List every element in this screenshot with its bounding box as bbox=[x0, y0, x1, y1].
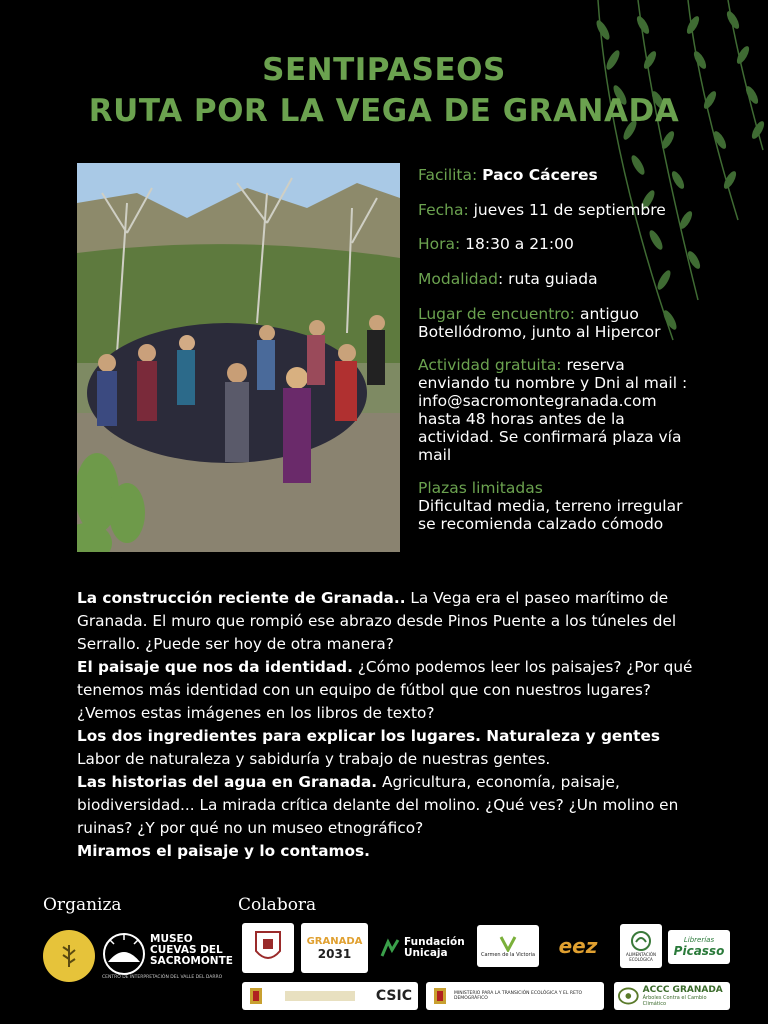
contact-email[interactable]: info@sacromontegranada.com bbox=[418, 392, 657, 410]
group-hike-photo bbox=[77, 163, 400, 552]
meeting-place-info: Lugar de encuentro: antiguo Botellódromo, junto al Hipercor bbox=[418, 305, 661, 341]
modality-info: Modalidad: ruta guiada bbox=[418, 270, 598, 288]
facilitator-info: Facilita: Paco Cáceres bbox=[418, 166, 598, 184]
description-block bbox=[77, 587, 702, 863]
paragraph-labor: Labor de naturaleza y sabiduría y trabajo de nuestras gentes. bbox=[77, 750, 551, 768]
limited-places-info: Plazas limitadas Dificultad media, terreno irregular se recomienda calzado cómodo bbox=[418, 479, 683, 533]
paragraph-paisaje: El paisaje que nos da identidad. ¿Cómo podemos leer los paisajes? ¿Por qué tenemos más identidad con un equipo de fútbol que con nuestros lugares? ¿Vemos estas imágenes en los libros de texto? bbox=[77, 658, 693, 722]
librerias-picasso-logo: Librerías Picasso bbox=[668, 930, 730, 964]
carmen-victoria-logo: Carmen de la Victoria bbox=[477, 925, 539, 967]
date-info: Fecha: jueves 11 de septiembre bbox=[418, 201, 666, 219]
accc-granada-logo: ACCC GRANADA Árboles Contra el Cambio Climático bbox=[614, 982, 730, 1010]
granada-coat-of-arms-logo bbox=[242, 923, 294, 973]
page-title: SENTIPASEOS bbox=[262, 52, 506, 88]
ministerio-logo: MINISTERIO PARA LA TRANSICIÓN ECOLÓGICA Y EL RETO DEMOGRÁFICO bbox=[426, 982, 604, 1010]
registration-info: Actividad gratuita: reserva enviando tu nombre y Dni al mail : info@sacromontegranada.com hasta 48 horas antes de la actividad. Se confirmará plaza vía mail bbox=[418, 356, 718, 464]
circular-seal-logo bbox=[43, 930, 95, 982]
page-subtitle: RUTA POR LA VEGA DE GRANADA bbox=[88, 93, 680, 129]
paragraph-miramos: Miramos el paisaje y lo contamos. bbox=[77, 842, 370, 860]
museo-logo: MUSEO CUEVAS DEL SACROMONTE CENTRO DE INTERPRETACIÓN DEL VALLE DEL DARRO bbox=[102, 933, 233, 980]
organiza-label: Organiza bbox=[43, 895, 122, 915]
paragraph-ingredientes: Los dos ingredientes para explicar los lugares. Naturaleza y gentes bbox=[77, 727, 660, 745]
colabora-label: Colabora bbox=[238, 895, 317, 915]
paragraph-construccion: La construcción reciente de Granada.. La Vega era el paseo marítimo de Granada. El muro que rompió ese abrazo desde Pinos Puente a los túneles del Serrallo. ¿Puede ser hoy de otra manera? bbox=[77, 589, 677, 653]
alimentacion-ecologica-logo: ALIMENTACIÓN ECOLÓGICA bbox=[620, 924, 662, 968]
fundacion-unicaja-logo: Fundación Unicaja bbox=[380, 930, 470, 966]
paragraph-agua: Las historias del agua en Granada. Agricultura, economía, paisaje, biodiversidad... La mirada crítica delante del molino. ¿Qué ves? ¿Un molino en ruinas? ¿Y por qué no un museo etnográfico? bbox=[77, 773, 679, 837]
time-info: Hora: 18:30 a 21:00 bbox=[418, 235, 574, 253]
csic-logo: CSIC bbox=[242, 982, 418, 1010]
eez-logo: eez bbox=[558, 934, 598, 958]
granada-2031-logo: GRANADA 2031 bbox=[301, 923, 368, 973]
